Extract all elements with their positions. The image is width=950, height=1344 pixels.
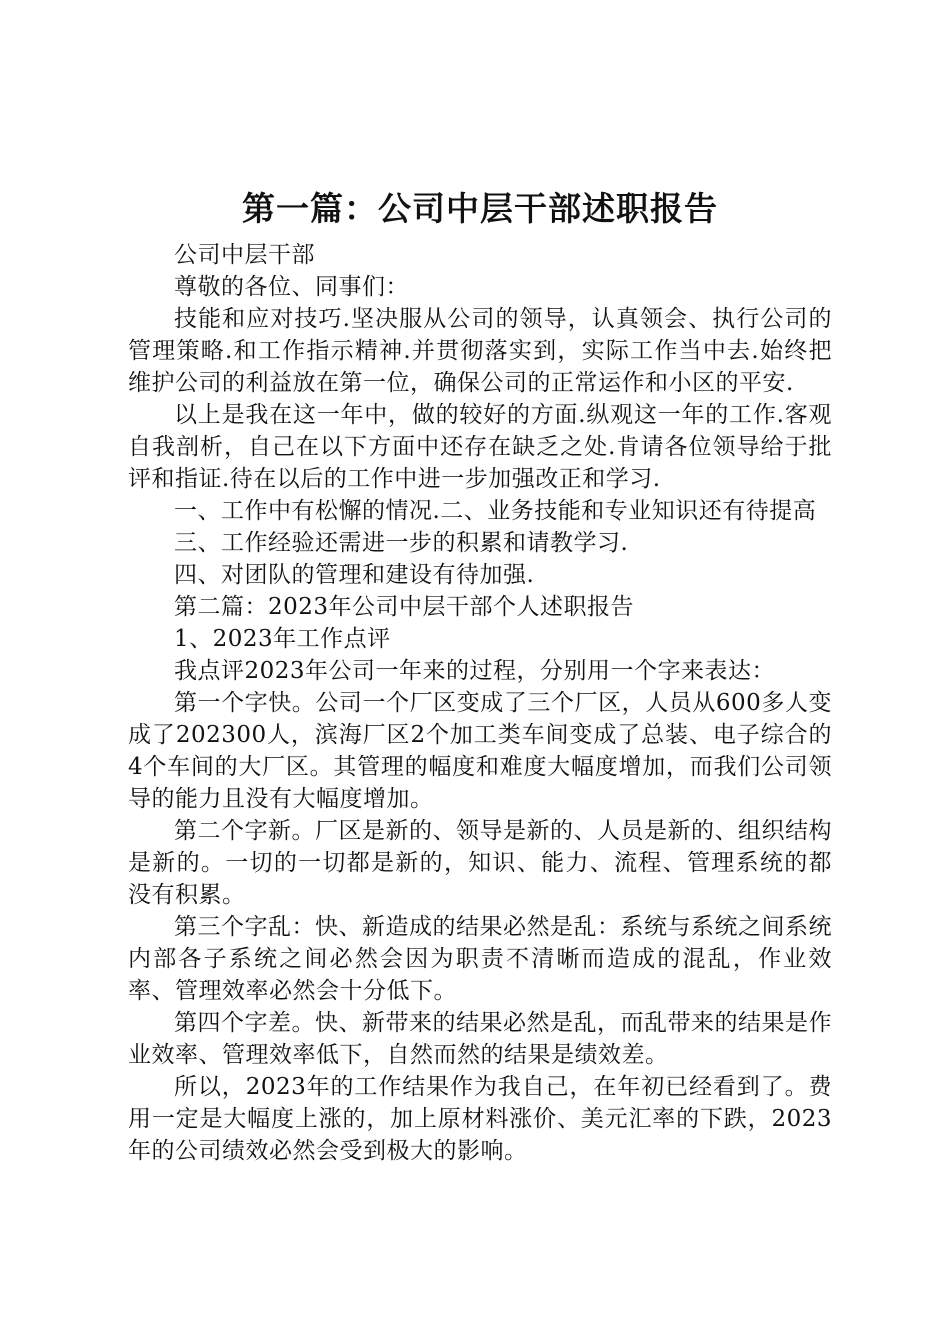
paragraph: 第二个字新。厂区是新的、领导是新的、人员是新的、组织结构是新的。一切的一切都是新的，知识、能力、流程、管理系统的都没有积累。 <box>128 818 832 908</box>
paragraph: 尊敬的各位、同事们： <box>174 274 409 300</box>
paragraph: 第三个字乱：快、新造成的结果必然是乱：系统与系统之间系统内部各子系统之间必然会因为职责不清晰而造成的混乱，作业效率、管理效率必然会十分低下。 <box>128 914 832 1004</box>
paragraph: 四、对团队的管理和建设有待加强. <box>174 562 535 588</box>
paragraph: 所以，2023年的工作结果作为我自己，在年初已经看到了。费用一定是大幅度上涨的，加上原材料涨价、美元汇率的下跌，2023年的公司绩效必然会受到极大的影响。 <box>128 1074 832 1164</box>
paragraph: 技能和应对技巧.坚决服从公司的领导，认真领会、执行公司的管理策略.和工作指示精神.并贯彻落实到，实际工作当中去.始终把维护公司的利益放在第一位，确保公司的正常运作和小区的平安. <box>128 306 832 396</box>
document-page <box>128 185 832 1167</box>
paragraph: 以上是我在这一年中，做的较好的方面.纵观这一年的工作.客观自我剖析，自己在以下方面中还存在缺乏之处.肯请各位领导给于批评和指证.待在以后的工作中进一步加强改正和学习. <box>128 402 832 492</box>
paragraph: 一、工作中有松懈的情况.二、业务技能和专业知识还有待提高 <box>174 498 817 524</box>
paragraph: 三、工作经验还需进一步的积累和请教学习. <box>174 530 629 556</box>
document-title: 第一篇：公司中层干部述职报告 <box>242 189 718 228</box>
paragraph: 第四个字差。快、新带来的结果必然是乱，而乱带来的结果是作业效率、管理效率低下，自然而然的结果是绩效差。 <box>128 1010 832 1068</box>
section-heading: 第二篇：2023年公司中层干部个人述职报告 <box>174 594 635 620</box>
paragraph: 1、2023年工作点评 <box>174 626 391 652</box>
paragraph: 第一个字快。公司一个厂区变成了三个厂区，人员从600多人变成了202300人，滨海厂区2个加工类车间变成了总装、电子综合的4个车间的大厂区。其管理的幅度和难度大幅度增加，而我们公司领导的能力且没有大幅度增加。 <box>128 690 832 812</box>
paragraph: 公司中层干部 <box>174 242 315 268</box>
paragraph: 我点评2023年公司一年来的过程，分别用一个字来表达： <box>174 658 776 684</box>
